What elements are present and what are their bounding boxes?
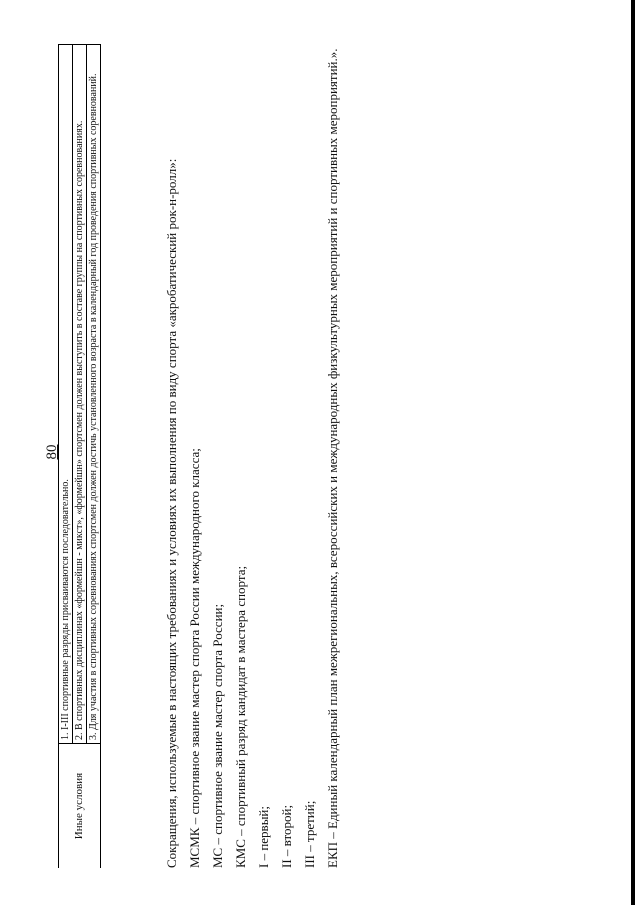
condition-row-2: 2. В спортивных дисциплинах «формейшн - микст», «формейшн» спортсмен должен выступить в составе группы на спортивных соревнованиях. — [73, 45, 87, 744]
abbr-item-kms: КМС – спортивный разряд кандидат в мастера спорта; — [233, 565, 248, 868]
abbr-item-third: III – третий; — [302, 800, 317, 868]
abbreviations-section — [160, 33, 344, 868]
condition-row-3: 3. Для участия в спортивных соревнованиях спортсмен должен достичь установленного возраста в календарный год проведения спортивных соревнований. — [87, 45, 101, 744]
abbr-item-msmk: МСМК – спортивное звание мастер спорта России международного класса; — [187, 448, 202, 868]
conditions-table — [58, 44, 101, 868]
abbreviations-intro: Сокращения, используемые в настоящих требованиях и условиях их выполнения по виду спорта «акробатический рок-н-ролл»: — [164, 158, 179, 868]
abbr-item-first: I – первый; — [256, 806, 271, 868]
abbr-item-ms: МС – спортивное звание мастер спорта России; — [210, 603, 225, 868]
abbr-item-second: II – второй; — [279, 804, 294, 868]
table-label-cell: Иные условия — [59, 744, 101, 869]
abbr-item-ekp: ЕКП – Единый календарный план межрегиональных, всероссийских и международных физкультурных мероприятий и спортивных мероприятий.». — [325, 48, 340, 868]
condition-row-1: 1. I-III спортивные разряды присваиваются последовательно. — [59, 45, 73, 744]
page-number: 80 — [44, 444, 60, 460]
